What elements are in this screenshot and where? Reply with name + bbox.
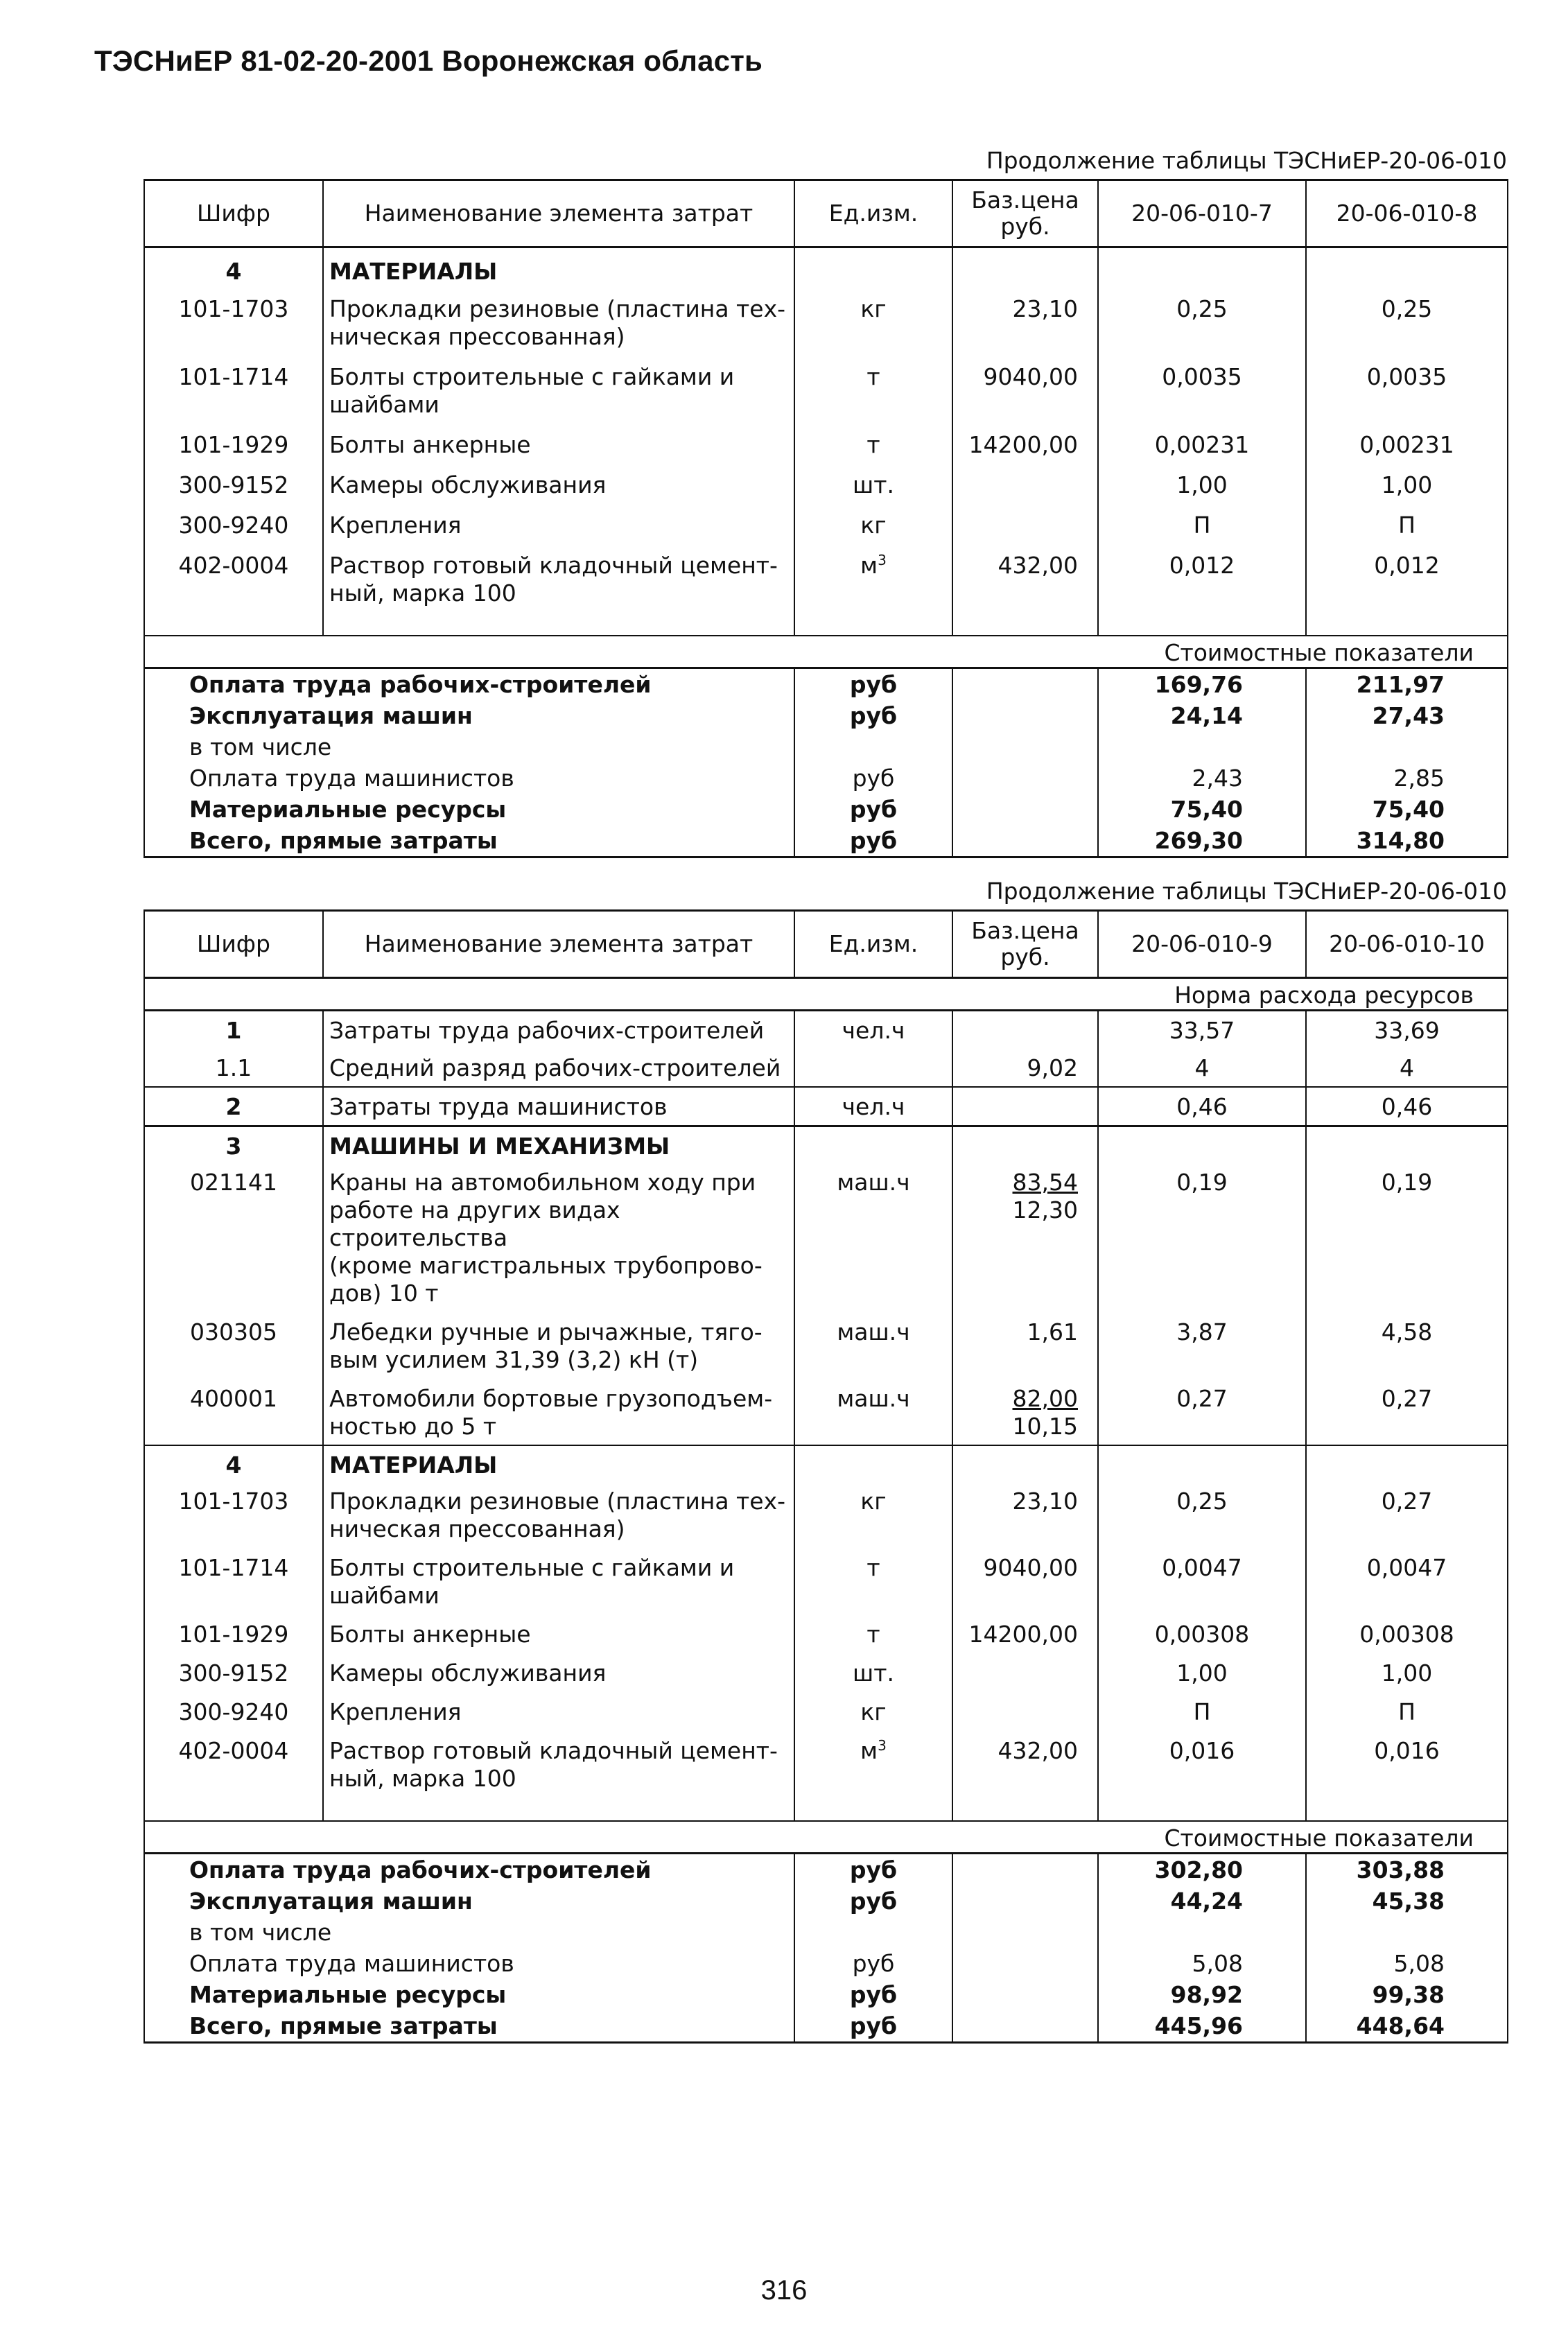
header-col1: 20-06-010-7 xyxy=(1098,180,1306,247)
row-value-col1: 3,87 xyxy=(1098,1312,1306,1378)
row-unit-text: шт. xyxy=(853,471,894,498)
row-price-value: 23,10 xyxy=(1012,1488,1078,1515)
cost-row xyxy=(144,1979,1508,2010)
row-name-line: (кроме магистральных трубопрово- xyxy=(329,1252,763,1279)
cost-price-empty xyxy=(952,1854,1098,1886)
document-header: ТЭСНиЕР 81-02-20-2001 Воронежская область xyxy=(94,44,763,77)
row-value-col1: 0,19 xyxy=(1098,1162,1306,1312)
cost-label: Эксплуатация машин xyxy=(144,1885,794,1917)
row-price-value: 82,00 xyxy=(1012,1385,1078,1412)
section-row xyxy=(144,1126,1508,1162)
cost-value-col2: 45,38 xyxy=(1306,1885,1508,1917)
cost-label: Материальные ресурсы xyxy=(144,1979,794,2010)
row-value-col2: 0,00308 xyxy=(1306,1614,1508,1653)
header-name: Наименование элемента затрат xyxy=(323,180,794,247)
header-col1: 20-06-010-9 xyxy=(1098,911,1306,978)
cost-unit xyxy=(794,1917,952,1948)
row-price xyxy=(952,543,1098,611)
row-code: 101-1929 xyxy=(144,1614,323,1653)
row-name-line: Прокладки резиновые (пластина тех- xyxy=(329,1488,786,1515)
row-value-col1: 0,00308 xyxy=(1098,1614,1306,1653)
cost-price-empty xyxy=(952,700,1098,731)
row-code: 1.1 xyxy=(144,1049,323,1087)
row-code: 101-1703 xyxy=(144,287,323,355)
section-title: МАТЕРИАЛЫ xyxy=(323,247,794,288)
row-name-line: Болты строительные с гайками и xyxy=(329,1554,735,1581)
row-unit: чел.ч xyxy=(794,1011,952,1049)
row-name xyxy=(323,1614,794,1653)
cost-row xyxy=(144,794,1508,825)
cost-band-row xyxy=(144,1821,1508,1854)
cost-row xyxy=(144,1885,1508,1917)
cost-price-empty xyxy=(952,668,1098,701)
cost-label: в том числе xyxy=(144,731,794,763)
row-unit xyxy=(794,1481,952,1547)
row-unit-text: т xyxy=(866,363,880,390)
row-unit-text: маш.ч xyxy=(837,1318,910,1345)
row-name-line: Камеры обслуживания xyxy=(329,471,607,498)
unit-superscript: 3 xyxy=(878,552,887,568)
row-unit xyxy=(794,1378,952,1445)
row-unit xyxy=(794,463,952,503)
row-unit xyxy=(794,543,952,611)
row-unit xyxy=(794,1162,952,1312)
row-name-line: дов) 10 т xyxy=(329,1280,439,1307)
row-price-sub: 12,30 xyxy=(1012,1196,1078,1223)
row-value-col1: П xyxy=(1098,503,1306,543)
table-row xyxy=(144,1730,1508,1797)
row-name xyxy=(323,1691,794,1730)
row-name-line: ный, марка 100 xyxy=(329,1765,516,1792)
cost-price-empty xyxy=(952,1917,1098,1948)
row-unit-text: т xyxy=(866,431,880,458)
cost-value-col2: 2,85 xyxy=(1306,763,1508,794)
cost-row xyxy=(144,1917,1508,1948)
row-code: 030305 xyxy=(144,1312,323,1378)
cost-value-col1: 24,14 xyxy=(1098,700,1306,731)
row-price xyxy=(952,1162,1098,1312)
row-price-value: 14200,00 xyxy=(968,1621,1078,1648)
header-price-line2: руб. xyxy=(1000,213,1050,240)
cost-unit: руб xyxy=(794,763,952,794)
row-price-sub: 10,15 xyxy=(1012,1413,1078,1440)
row-unit-text: т xyxy=(866,1621,880,1648)
cost-value-col2 xyxy=(1306,731,1508,763)
row-value-col1: 0,012 xyxy=(1098,543,1306,611)
section-number: 4 xyxy=(144,1445,323,1481)
cost-unit: руб xyxy=(794,668,952,701)
cost-value-col1: 75,40 xyxy=(1098,794,1306,825)
cost-value-col2: 75,40 xyxy=(1306,794,1508,825)
table-row xyxy=(144,1087,1508,1126)
row-name-line: вым усилием 31,39 (3,2) кН (т) xyxy=(329,1346,699,1373)
row-unit-text: т xyxy=(866,1554,880,1581)
row-name xyxy=(323,1653,794,1691)
cost-row xyxy=(144,1854,1508,1886)
section-number: 3 xyxy=(144,1126,323,1162)
row-price xyxy=(952,287,1098,355)
row-price xyxy=(952,1547,1098,1614)
row-price xyxy=(952,1691,1098,1730)
row-code: 2 xyxy=(144,1087,323,1126)
cost-price-empty xyxy=(952,1979,1098,2010)
row-name-line: шайбами xyxy=(329,1582,439,1609)
row-value-col1: 0,25 xyxy=(1098,287,1306,355)
row-price-value: 9040,00 xyxy=(983,1554,1078,1581)
unit-superscript: 3 xyxy=(878,1737,887,1754)
row-name xyxy=(323,1547,794,1614)
table-caption: Продолжение таблицы ТЭСНиЕР-20-06-010 xyxy=(986,147,1507,174)
cost-value-col2: 5,08 xyxy=(1306,1948,1508,1979)
row-value-col2: 4,58 xyxy=(1306,1312,1508,1378)
row-price xyxy=(952,1087,1098,1126)
cost-band-label: Стоимостные показатели xyxy=(144,1821,1508,1854)
table-row xyxy=(144,1481,1508,1547)
cost-row xyxy=(144,2010,1508,2043)
row-name xyxy=(323,1312,794,1378)
row-price xyxy=(952,355,1098,423)
row-name-line: Болты анкерные xyxy=(329,1621,531,1648)
row-name-line: Камеры обслуживания xyxy=(329,1660,607,1687)
table-row xyxy=(144,355,1508,423)
header-price-line1: Баз.цена xyxy=(971,917,1079,944)
row-name-line: ный, марка 100 xyxy=(329,580,516,607)
row-unit-text: кг xyxy=(860,1698,887,1725)
row-value-col2: 0,012 xyxy=(1306,543,1508,611)
cost-value-col1: 269,30 xyxy=(1098,825,1306,857)
cost-value-col2: 303,88 xyxy=(1306,1854,1508,1886)
row-price-value: 9040,00 xyxy=(983,363,1078,390)
row-value-col1: 0,25 xyxy=(1098,1481,1306,1547)
header-price-line2: руб. xyxy=(1000,943,1050,970)
row-price-value: 1,61 xyxy=(1027,1318,1078,1345)
header-price-line1: Баз.цена xyxy=(971,186,1079,214)
row-price: 9,02 xyxy=(952,1049,1098,1087)
table-row xyxy=(144,423,1508,463)
cost-label: Оплата труда машинистов xyxy=(144,763,794,794)
cost-unit: руб xyxy=(794,1979,952,2010)
row-value-col2: 33,69 xyxy=(1306,1011,1508,1049)
cost-unit: руб xyxy=(794,1885,952,1917)
cost-value-col1: 169,76 xyxy=(1098,668,1306,701)
row-name-line: Автомобили бортовые грузоподъем- xyxy=(329,1385,773,1412)
row-price xyxy=(952,1730,1098,1797)
row-value-col1: 33,57 xyxy=(1098,1011,1306,1049)
cost-value-col2: 99,38 xyxy=(1306,1979,1508,2010)
row-price xyxy=(952,1614,1098,1653)
table-row xyxy=(144,463,1508,503)
section-title: МАТЕРИАЛЫ xyxy=(323,1445,794,1481)
table-row xyxy=(144,543,1508,611)
cost-band-label: Стоимостные показатели xyxy=(144,636,1508,668)
table-caption: Продолжение таблицы ТЭСНиЕР-20-06-010 xyxy=(986,878,1507,905)
row-unit-text: м xyxy=(860,1737,878,1764)
row-value-col1: 0,27 xyxy=(1098,1378,1306,1445)
cost-price-empty xyxy=(952,1948,1098,1979)
row-name-line: Болты строительные с гайками и xyxy=(329,363,735,390)
table-header-row xyxy=(144,911,1508,978)
table-row xyxy=(144,287,1508,355)
header-unit: Ед.изм. xyxy=(794,180,952,247)
row-unit xyxy=(794,503,952,543)
page-number: 316 xyxy=(760,2275,808,2306)
row-unit-text: шт. xyxy=(853,1660,894,1687)
row-name-line: Раствор готовый кладочный цемент- xyxy=(329,552,778,579)
row-price-value: 83,54 xyxy=(1012,1169,1078,1196)
row-value-col2: 0,00231 xyxy=(1306,423,1508,463)
row-value-col1: 1,00 xyxy=(1098,1653,1306,1691)
row-name-line: Раствор готовый кладочный цемент- xyxy=(329,1737,778,1764)
cost-label: Всего, прямые затраты xyxy=(144,825,794,857)
row-name xyxy=(323,503,794,543)
row-unit xyxy=(794,355,952,423)
row-value-col2: П xyxy=(1306,1691,1508,1730)
row-name xyxy=(323,287,794,355)
row-name xyxy=(323,1162,794,1312)
row-unit xyxy=(794,1730,952,1797)
table-row xyxy=(144,1653,1508,1691)
row-value-col1: 0,00231 xyxy=(1098,423,1306,463)
cost-value-col1: 5,08 xyxy=(1098,1948,1306,1979)
cost-row xyxy=(144,668,1508,701)
row-value-col2: 4 xyxy=(1306,1049,1508,1087)
row-unit-text: маш.ч xyxy=(837,1385,910,1412)
row-name-line: ническая прессованная) xyxy=(329,323,625,350)
row-price xyxy=(952,1312,1098,1378)
cost-label: Оплата труда машинистов xyxy=(144,1948,794,1979)
cost-price-empty xyxy=(952,2010,1098,2043)
row-name xyxy=(323,423,794,463)
header-col2: 20-06-010-10 xyxy=(1306,911,1508,978)
cost-value-col1 xyxy=(1098,731,1306,763)
row-code: 101-1929 xyxy=(144,423,323,463)
table-row xyxy=(144,1614,1508,1653)
norm-band-row xyxy=(144,978,1508,1011)
cost-row xyxy=(144,763,1508,794)
row-code: 1 xyxy=(144,1011,323,1049)
row-code: 101-1714 xyxy=(144,355,323,423)
row-code: 300-9152 xyxy=(144,1653,323,1691)
cost-label: Материальные ресурсы xyxy=(144,794,794,825)
cost-value-col2: 27,43 xyxy=(1306,700,1508,731)
cost-value-col1: 2,43 xyxy=(1098,763,1306,794)
header-code: Шифр xyxy=(144,180,323,247)
table-row xyxy=(144,1162,1508,1312)
row-unit xyxy=(794,1547,952,1614)
cost-value-col2: 448,64 xyxy=(1306,2010,1508,2043)
row-name: Затраты труда рабочих-строителей xyxy=(323,1011,794,1049)
cost-price-empty xyxy=(952,731,1098,763)
row-name-line: ническая прессованная) xyxy=(329,1515,625,1542)
cost-price-empty xyxy=(952,794,1098,825)
row-value-col2: 0,0047 xyxy=(1306,1547,1508,1614)
cost-value-col2 xyxy=(1306,1917,1508,1948)
cost-unit: руб xyxy=(794,700,952,731)
cost-price-empty xyxy=(952,825,1098,857)
row-name-line: работе на других видах строительства xyxy=(329,1196,620,1251)
row-unit: чел.ч xyxy=(794,1087,952,1126)
norm-band-label: Норма расхода ресурсов xyxy=(144,978,1508,1011)
row-unit-text: кг xyxy=(860,512,887,539)
cost-value-col1: 98,92 xyxy=(1098,1979,1306,2010)
cost-unit: руб xyxy=(794,1854,952,1886)
section-number: 4 xyxy=(144,247,323,288)
row-unit xyxy=(794,1049,952,1087)
row-value-col1: 0,46 xyxy=(1098,1087,1306,1126)
cost-price-empty xyxy=(952,763,1098,794)
row-price-value: 14200,00 xyxy=(968,431,1078,458)
cost-unit: руб xyxy=(794,794,952,825)
row-unit xyxy=(794,423,952,463)
row-name-line: шайбами xyxy=(329,391,439,418)
table-row xyxy=(144,1312,1508,1378)
row-price-value: 432,00 xyxy=(998,1737,1078,1764)
cost-value-col1 xyxy=(1098,1917,1306,1948)
header-price xyxy=(952,911,1098,978)
cost-row xyxy=(144,1948,1508,1979)
row-price xyxy=(952,1481,1098,1547)
cost-label: Оплата труда рабочих-строителей xyxy=(144,1854,794,1886)
row-name-line: Краны на автомобильном ходу при xyxy=(329,1169,756,1196)
cost-value-col1: 302,80 xyxy=(1098,1854,1306,1886)
row-value-col2: 0,19 xyxy=(1306,1162,1508,1312)
row-unit xyxy=(794,287,952,355)
row-price-value: 432,00 xyxy=(998,552,1078,579)
row-price xyxy=(952,463,1098,503)
row-name xyxy=(323,1730,794,1797)
cost-label: Эксплуатация машин xyxy=(144,700,794,731)
row-value-col2: 0,0035 xyxy=(1306,355,1508,423)
row-price-value: 23,10 xyxy=(1012,295,1078,322)
row-name-line: Болты анкерные xyxy=(329,431,531,458)
header-unit: Ед.изм. xyxy=(794,911,952,978)
row-code: 101-1703 xyxy=(144,1481,323,1547)
section-row xyxy=(144,247,1508,288)
cost-label: Оплата труда рабочих-строителей xyxy=(144,668,794,701)
row-price xyxy=(952,1011,1098,1049)
row-unit xyxy=(794,1312,952,1378)
section-title: МАШИНЫ И МЕХАНИЗМЫ xyxy=(323,1126,794,1162)
row-price xyxy=(952,1378,1098,1445)
section-row xyxy=(144,1445,1508,1481)
row-value-col2: 0,27 xyxy=(1306,1481,1508,1547)
row-value-col2: 0,46 xyxy=(1306,1087,1508,1126)
row-code: 300-9152 xyxy=(144,463,323,503)
cost-value-col1: 44,24 xyxy=(1098,1885,1306,1917)
row-code: 300-9240 xyxy=(144,503,323,543)
cost-band-row xyxy=(144,636,1508,668)
cost-unit xyxy=(794,731,952,763)
row-value-col2: 0,27 xyxy=(1306,1378,1508,1445)
cost-row xyxy=(144,825,1508,857)
row-name xyxy=(323,543,794,611)
row-name: Средний разряд рабочих-строителей xyxy=(323,1049,794,1087)
row-value-col2: 1,00 xyxy=(1306,1653,1508,1691)
row-name: Затраты труда машинистов xyxy=(323,1087,794,1126)
row-name-line: Прокладки резиновые (пластина тех- xyxy=(329,295,786,322)
row-value-col1: 0,016 xyxy=(1098,1730,1306,1797)
row-code: 402-0004 xyxy=(144,1730,323,1797)
row-unit-text: кг xyxy=(860,1488,887,1515)
table-row xyxy=(144,1049,1508,1087)
cost-label: в том числе xyxy=(144,1917,794,1948)
row-unit xyxy=(794,1614,952,1653)
cost-value-col1: 445,96 xyxy=(1098,2010,1306,2043)
row-name xyxy=(323,1378,794,1445)
table-row xyxy=(144,1691,1508,1730)
row-value-col1: П xyxy=(1098,1691,1306,1730)
cost-row xyxy=(144,731,1508,763)
cost-label: Всего, прямые затраты xyxy=(144,2010,794,2043)
row-name-line: Крепления xyxy=(329,1698,462,1725)
row-code: 101-1714 xyxy=(144,1547,323,1614)
row-code: 400001 xyxy=(144,1378,323,1445)
cost-unit: руб xyxy=(794,825,952,857)
row-price xyxy=(952,1653,1098,1691)
row-unit-text: маш.ч xyxy=(837,1169,910,1196)
row-value-col2: 0,25 xyxy=(1306,287,1508,355)
cost-value-col2: 211,97 xyxy=(1306,668,1508,701)
table-row xyxy=(144,1547,1508,1614)
row-value-col2: 0,016 xyxy=(1306,1730,1508,1797)
table-row xyxy=(144,1011,1508,1049)
estimate-table-1 xyxy=(143,179,1508,858)
row-value-col2: П xyxy=(1306,503,1508,543)
cost-unit: руб xyxy=(794,1948,952,1979)
row-unit-text: м xyxy=(860,552,878,579)
row-value-col1: 0,0047 xyxy=(1098,1547,1306,1614)
row-unit xyxy=(794,1691,952,1730)
row-value-col1: 4 xyxy=(1098,1049,1306,1087)
header-name: Наименование элемента затрат xyxy=(323,911,794,978)
row-name xyxy=(323,355,794,423)
row-value-col1: 1,00 xyxy=(1098,463,1306,503)
table-header-row xyxy=(144,180,1508,247)
row-name-line: Крепления xyxy=(329,512,462,539)
row-value-col1: 0,0035 xyxy=(1098,355,1306,423)
header-price xyxy=(952,180,1098,247)
row-name-line: ностью до 5 т xyxy=(329,1413,497,1440)
row-code: 300-9240 xyxy=(144,1691,323,1730)
row-unit-text: кг xyxy=(860,295,887,322)
row-code: 402-0004 xyxy=(144,543,323,611)
cost-row xyxy=(144,700,1508,731)
estimate-table-2 xyxy=(143,909,1508,2044)
row-value-col2: 1,00 xyxy=(1306,463,1508,503)
cost-price-empty xyxy=(952,1885,1098,1917)
row-unit xyxy=(794,1653,952,1691)
cost-value-col2: 314,80 xyxy=(1306,825,1508,857)
cost-unit: руб xyxy=(794,2010,952,2043)
row-price xyxy=(952,503,1098,543)
row-name-line: Лебедки ручные и рычажные, тяго- xyxy=(329,1318,763,1345)
row-price xyxy=(952,423,1098,463)
table-row xyxy=(144,503,1508,543)
row-name xyxy=(323,463,794,503)
header-code: Шифр xyxy=(144,911,323,978)
row-code: 021141 xyxy=(144,1162,323,1312)
header-col2: 20-06-010-8 xyxy=(1306,180,1508,247)
row-name xyxy=(323,1481,794,1547)
table-row xyxy=(144,1378,1508,1445)
